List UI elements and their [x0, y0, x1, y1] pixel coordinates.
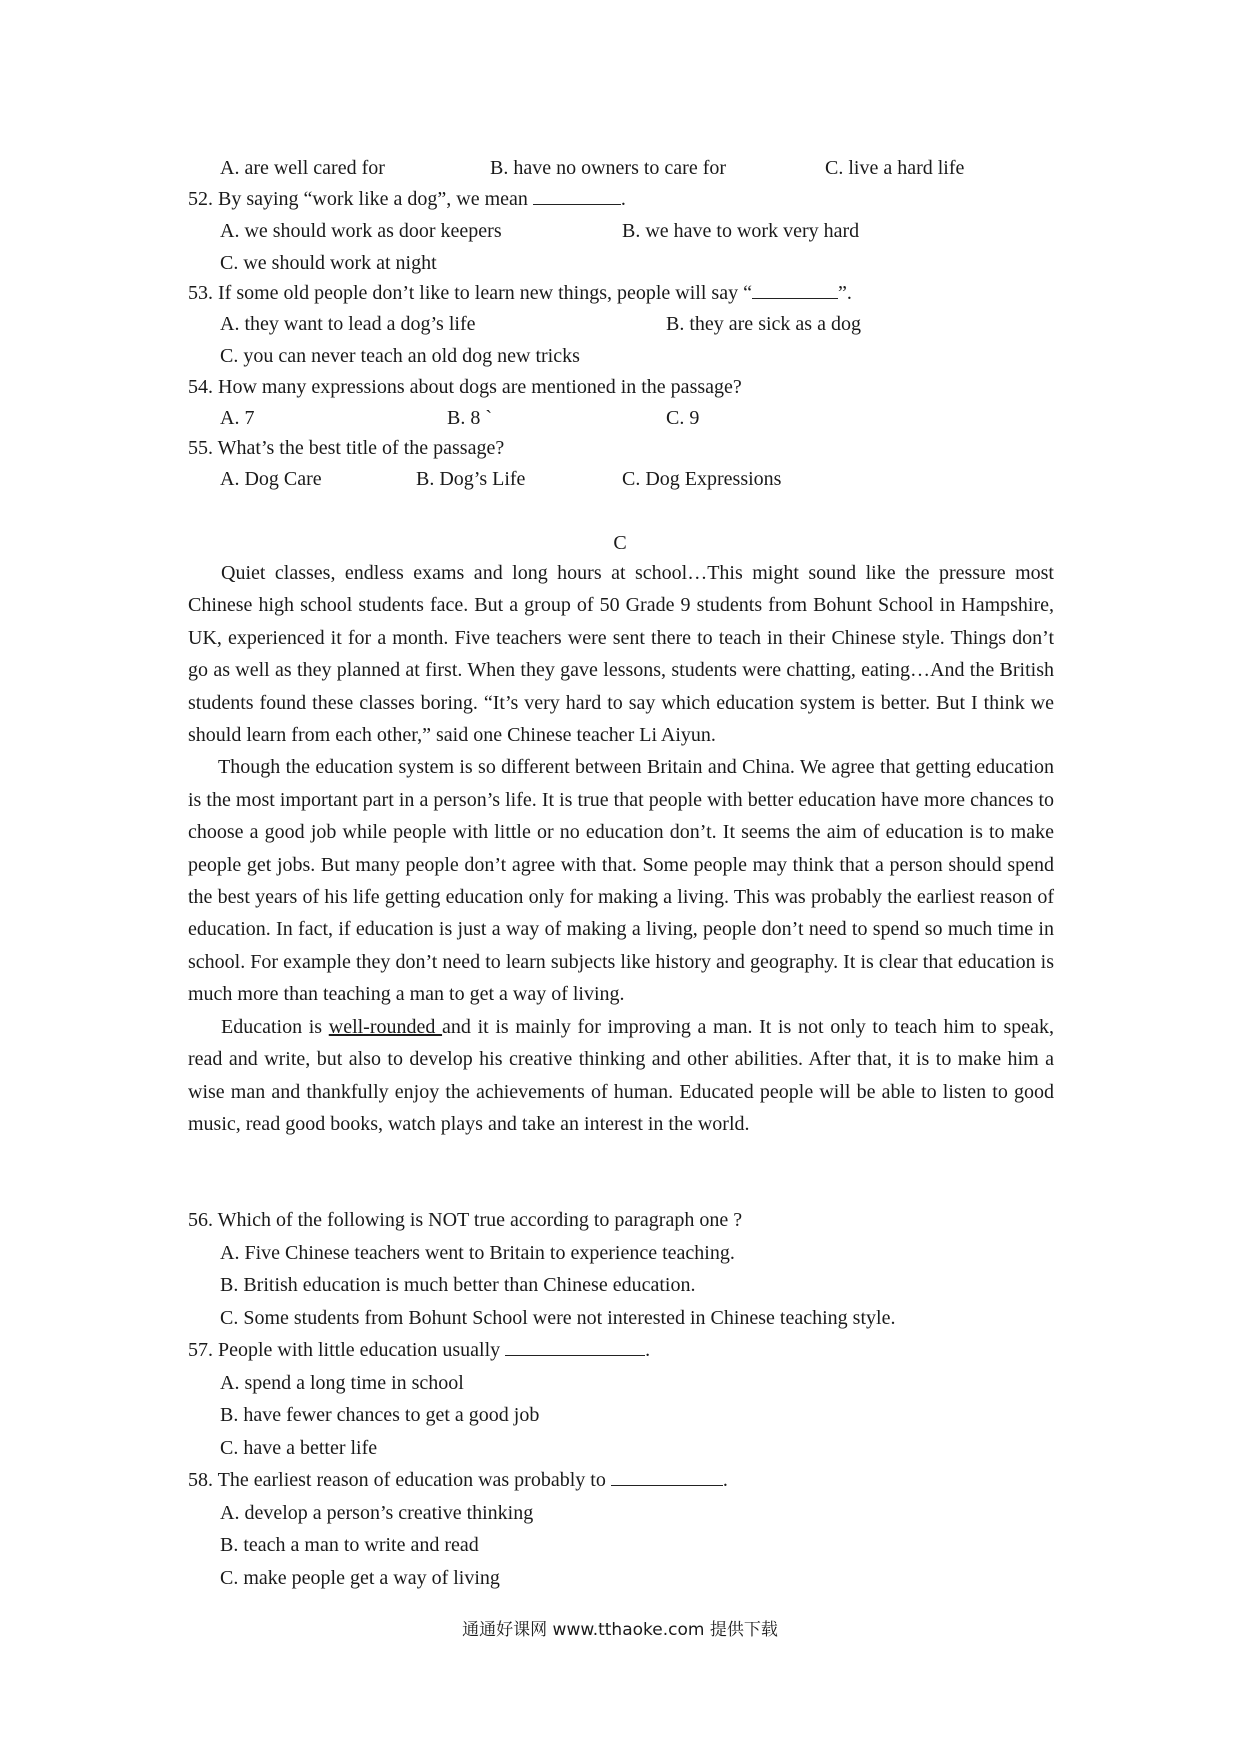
q57-option-b: B. have fewer chances to get a good job [220, 1404, 540, 1426]
paragraph-3-rest: and it is mainly for improving a man. It is not only to teach him to speak, read and write, but also to develop his creative thinking and other abilities. After that, it is to make him a wise man and thankfully enjoy the achievements of human. Educated people will be able to listen to good music, read good books, watch plays and take an interest in the world. [188, 1015, 1054, 1135]
q57-stem-end: . [645, 1339, 651, 1361]
q55-option-b: B. Dog’s Life [416, 468, 526, 490]
q58-stem [188, 1467, 728, 1493]
q58-option-b: B. teach a man to write and read [220, 1534, 479, 1556]
q52-option-b: B. we have to work very hard [622, 220, 860, 242]
q56-option-b: B. British education is much better than Chinese education. [220, 1274, 696, 1296]
q58-option-c: C. make people get a way of living [220, 1567, 500, 1589]
q53-stem [188, 280, 852, 306]
passage-paragraph-1: Quiet classes, endless exams and long hours at school…This might sound like the pressure most Chinese high school students face. But a group of 50 Grade 9 students from Bohunt School in Hampshire, UK, experienced it for a month. Five teachers were sent there to teach in their Chinese style. Things don’t go as well as they planned at first. When they gave lessons, students were chatting, eating…And the British students found these classes boring. “It’s very hard to say which education system is better. But I think we should learn from each other,” said one Chinese teacher Li Aiyun. [188, 562, 1054, 747]
q58-stem-text: 58. The earliest reason of education was probably to [188, 1469, 606, 1491]
q52-stem-text: 52. By saying “work like a dog”, we mean [188, 188, 528, 210]
q52-option-a: A. we should work as door keepers [220, 220, 502, 242]
q53-option-b: B. they are sick as a dog [666, 313, 861, 335]
q54-option-c: C. 9 [666, 407, 700, 429]
q57-stem [188, 1337, 650, 1363]
passage-paragraph-3 [188, 1011, 1054, 1141]
q55-option-a: A. Dog Care [220, 468, 322, 490]
q57-stem-text: 57. People with little education usually [188, 1339, 501, 1361]
q56-option-a: A. Five Chinese teachers went to Britain to experience teaching. [220, 1242, 735, 1264]
q57-option-c: C. have a better life [220, 1437, 378, 1459]
section-c-title: C [613, 532, 627, 554]
q52-stem [188, 186, 626, 212]
q58-stem-end: . [722, 1469, 728, 1491]
page-footer: 通通好课网 www.tthaoke.com 提供下载 [462, 1620, 778, 1640]
q57-option-a: A. spend a long time in school [220, 1372, 464, 1394]
q55-option-c: C. Dog Expressions [622, 468, 782, 490]
underlined-word: well-rounded [328, 1015, 443, 1038]
q51-option-b: B. have no owners to care for [490, 157, 727, 179]
q58-option-a: A. develop a person’s creative thinking [220, 1502, 534, 1524]
q52-answer-blank [533, 186, 621, 205]
q56-option-c: C. Some students from Bohunt School were not interested in Chinese teaching style. [220, 1307, 896, 1329]
q53-option-a: A. they want to lead a dog’s life [220, 313, 476, 335]
q53-stem-text: 53. If some old people don’t like to learn new things, people will say “ [188, 282, 752, 304]
passage-paragraph-2: Though the education system is so different between Britain and China. We agree that getting education is the most important part in a person’s life. It is true that people with better education have more chances to choose a good job while people with little or no education don’t. It seems the aim of education is to make people get jobs. But many people don’t agree with that. Some people may think that a person should spend the best years of his life getting education only for making a living. This was probably the earliest reason of education. In fact, if education is just a way of making a living, people don’t need to spend so much time in school. For example they don’t need to learn subjects like history and geography. It is clear that education is much more than teaching a man to get a way of living. [188, 756, 1054, 1006]
q51-option-a: A. are well cared for [220, 157, 385, 179]
q54-option-a: A. 7 [220, 407, 255, 429]
q54-stem: 54. How many expressions about dogs are mentioned in the passage? [188, 376, 742, 398]
q53-answer-blank [752, 280, 838, 299]
q51-option-c: C. live a hard life [825, 157, 965, 179]
q56-stem: 56. Which of the following is NOT true according to paragraph one ? [188, 1209, 743, 1231]
q52-stem-end: . [620, 188, 626, 210]
q52-option-c: C. we should work at night [220, 252, 437, 274]
q58-answer-blank [611, 1467, 723, 1486]
q55-stem: 55. What’s the best title of the passage? [188, 437, 505, 459]
q57-answer-blank [505, 1337, 645, 1356]
q54-option-b: B. 8 ` [447, 407, 492, 429]
q53-option-c: C. you can never teach an old dog new tricks [220, 345, 580, 367]
section-c-passage [188, 557, 1054, 1140]
q53-stem-end: ”. [837, 282, 852, 304]
paragraph-3-lead: Education is [221, 1015, 329, 1038]
